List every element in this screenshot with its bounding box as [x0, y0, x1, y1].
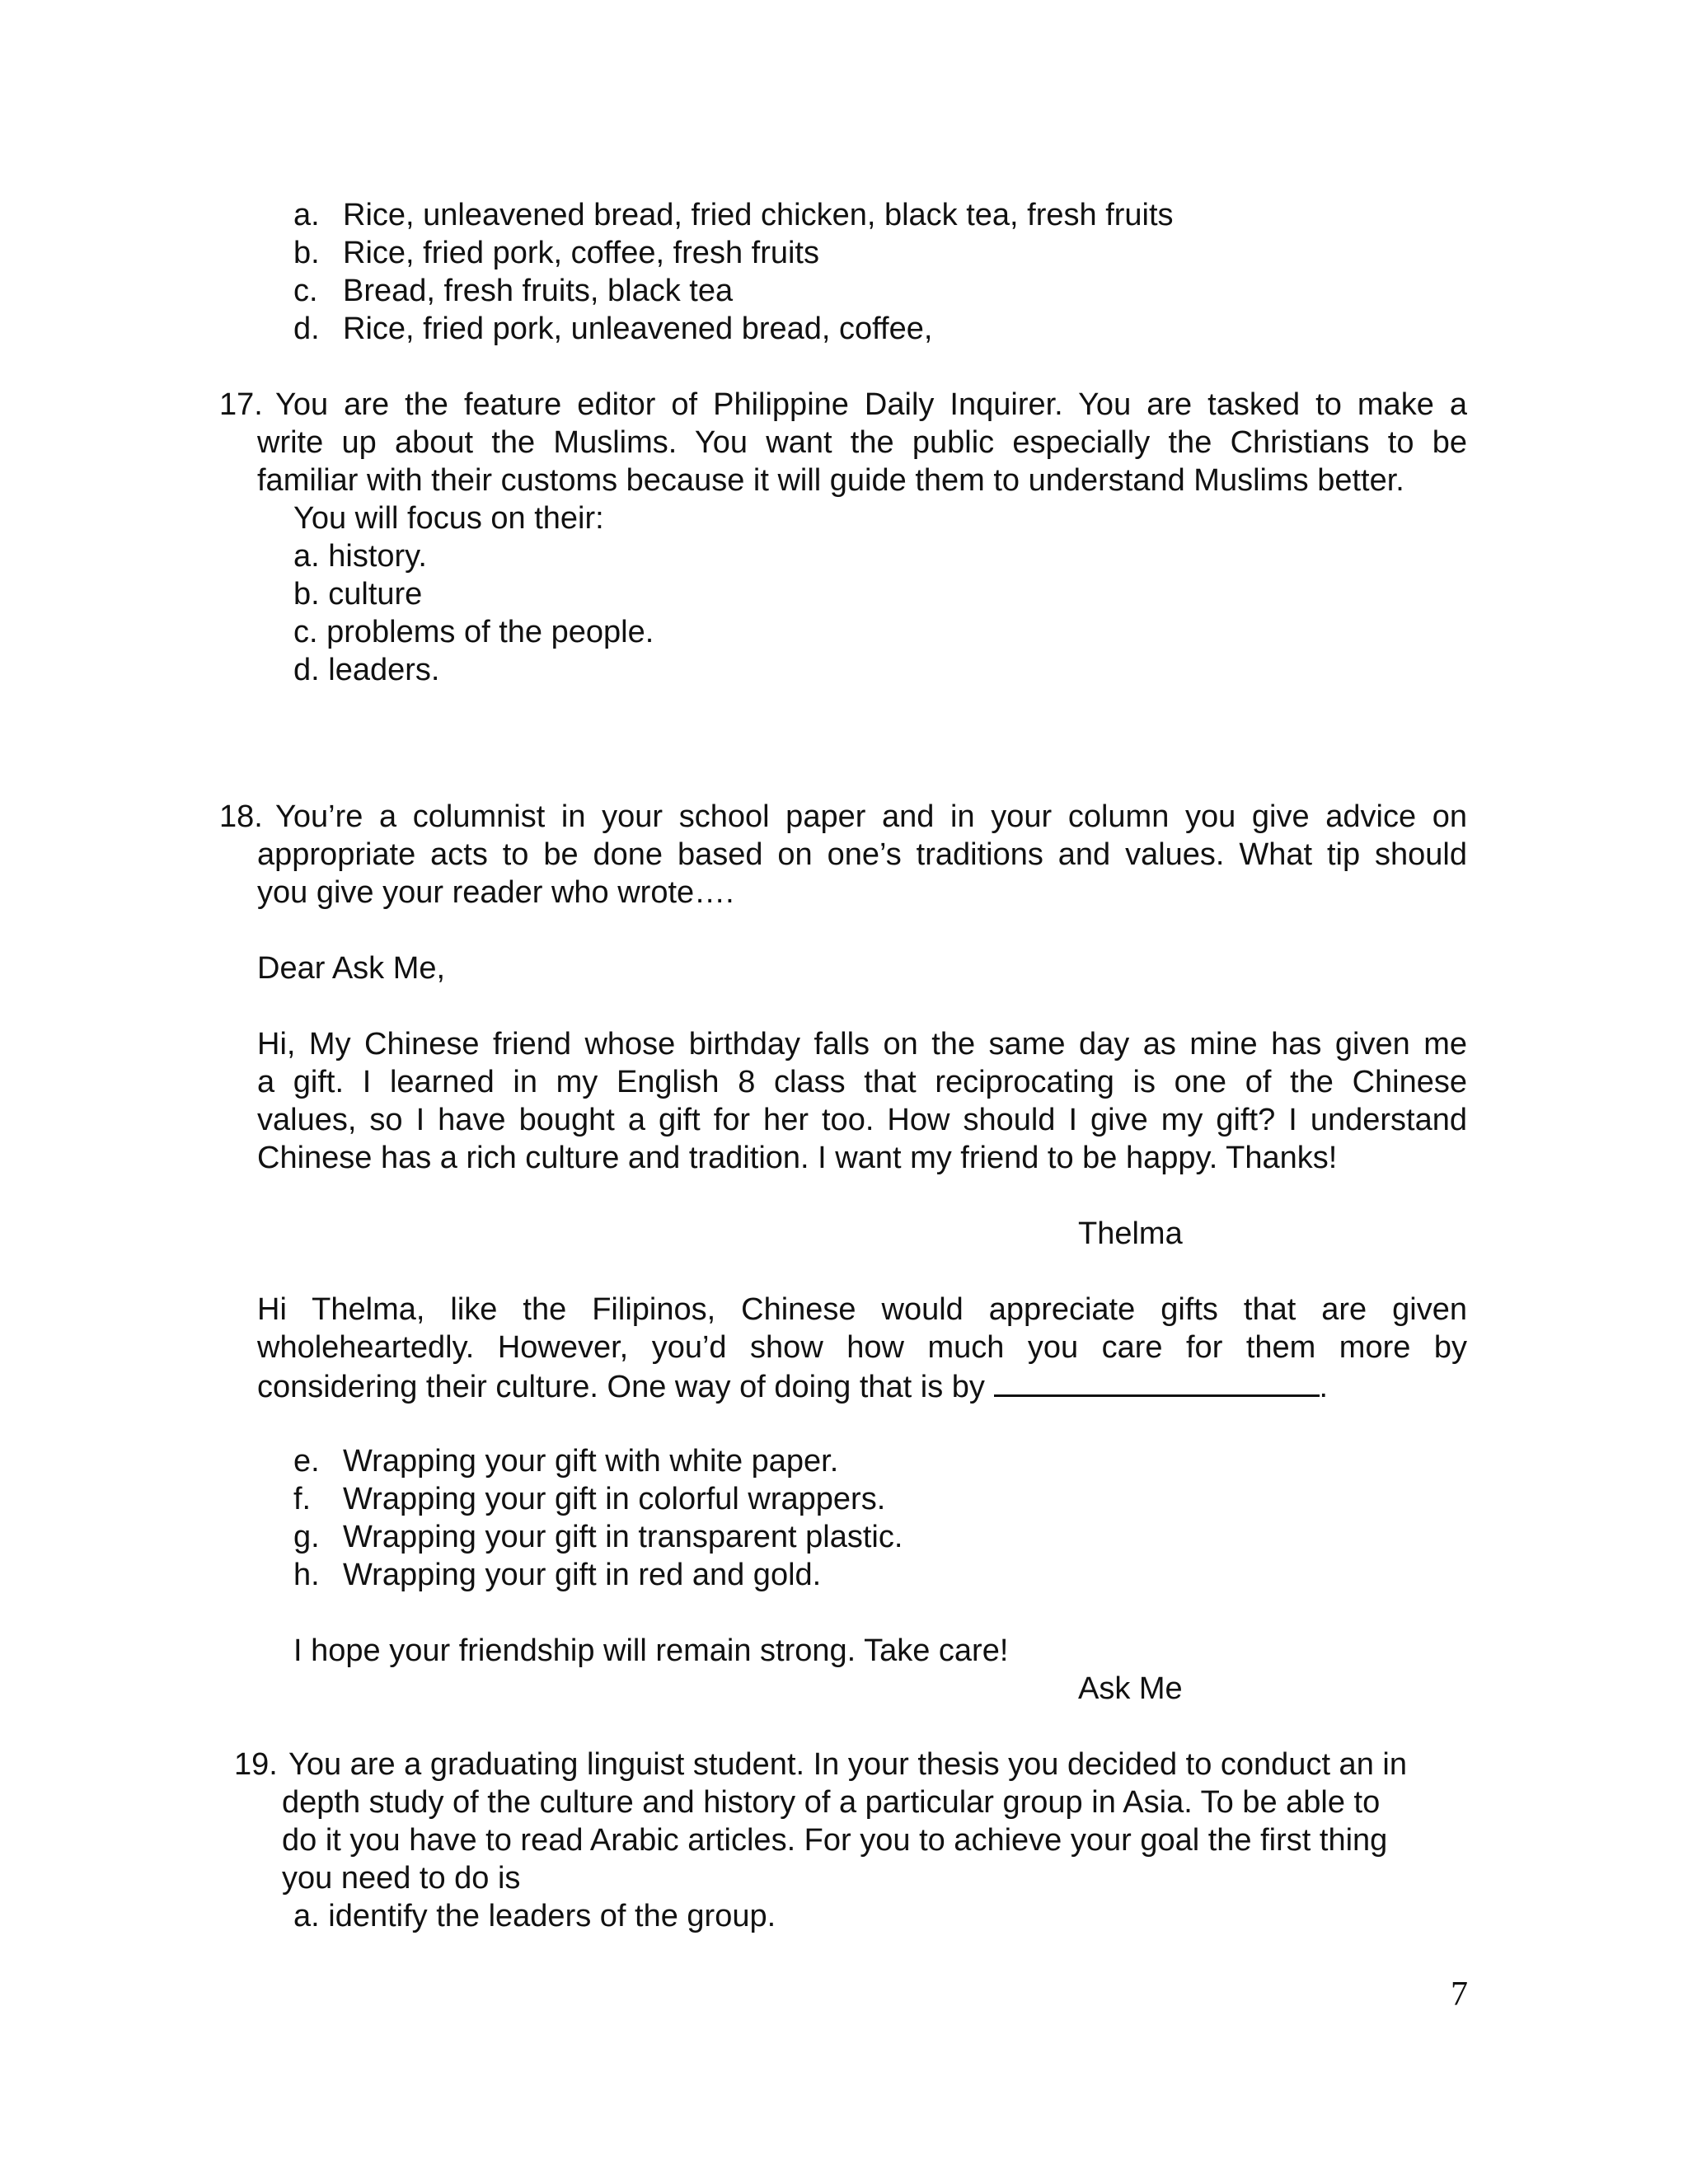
- q17-option-b: b. culture: [293, 577, 423, 612]
- q18-option-e: [293, 1442, 838, 1480]
- option-text: Wrapping your gift in colorful wrappers.: [343, 1482, 886, 1516]
- q17-option-c: c. problems of the people.: [293, 615, 654, 649]
- option-text: Rice, fried pork, unleavened bread, coffee,: [343, 312, 933, 346]
- letter-line-1: Hi, My Chinese friend whose birthday falls on the same day as mine has given me: [257, 1027, 1467, 1062]
- q17-line-3: familiar with their customs because it will guide them to understand Muslims better.: [257, 463, 1404, 498]
- option-letter: a.: [293, 198, 320, 232]
- q16-option-d: [293, 310, 932, 348]
- q17-option-a: a. history.: [293, 539, 427, 574]
- letter-signature: Thelma: [1078, 1216, 1183, 1251]
- q16-option-b: [293, 234, 819, 272]
- q16-option-a: [293, 196, 1174, 234]
- q19-line-2: depth study of the culture and history of a particular group in Asia. To be able to: [282, 1785, 1381, 1820]
- reply-closing: I hope your friendship will remain strong. Take care!: [293, 1633, 1009, 1668]
- q18-option-g: [293, 1518, 903, 1556]
- q17-number: 17.: [219, 387, 263, 422]
- reply-line-1: Hi Thelma, like the Filipinos, Chinese would appreciate gifts that are given: [257, 1292, 1467, 1327]
- letter-line-3: values, so I have bought a gift for her too. How should I give my gift? I understand: [257, 1103, 1467, 1137]
- q17-prompt: You will focus on their:: [293, 501, 604, 536]
- option-text: Wrapping your gift with white paper.: [343, 1444, 839, 1479]
- option-letter: e.: [293, 1444, 320, 1479]
- q17-option-d: d. leaders.: [293, 653, 440, 687]
- option-text: Rice, unleavened bread, fried chicken, black tea, fresh fruits: [343, 198, 1174, 232]
- q18-number: 18.: [219, 799, 263, 834]
- q19-line-1: You are a graduating linguist student. In your thesis you decided to conduct an in: [288, 1747, 1407, 1782]
- letter-line-2: a gift. I learned in my English 8 class that reciprocating is one of the Chinese: [257, 1065, 1467, 1099]
- q16-option-c: [293, 272, 733, 310]
- option-letter: b.: [293, 236, 320, 270]
- option-text: Wrapping your gift in transparent plastic.: [343, 1520, 903, 1554]
- letter-line-4: Chinese has a rich culture and tradition. I want my friend to be happy. Thanks!: [257, 1141, 1338, 1175]
- option-text: Rice, fried pork, coffee, fresh fruits: [343, 236, 819, 270]
- q18-line-1: You’re a columnist in your school paper and in your column you give advice on: [275, 799, 1467, 834]
- option-letter: h.: [293, 1558, 320, 1592]
- q19-option-a: a. identify the leaders of the group.: [293, 1899, 776, 1933]
- reply-signature: Ask Me: [1078, 1671, 1183, 1706]
- option-text: Wrapping your gift in red and gold.: [343, 1558, 822, 1592]
- q19-line-4: you need to do is: [282, 1861, 521, 1896]
- reply-line-3-text: considering their culture. One way of doing that is by: [257, 1370, 985, 1404]
- q18-option-h: [293, 1556, 821, 1594]
- reply-end: .: [1319, 1370, 1329, 1404]
- page-number: 7: [1451, 1975, 1468, 2013]
- answer-blank: [994, 1366, 1320, 1397]
- q17-line-1: You are the feature editor of Philippine Daily Inquirer. You are tasked to make a: [275, 387, 1467, 422]
- q19-number: 19.: [234, 1747, 278, 1782]
- option-letter: g.: [293, 1520, 320, 1554]
- reply-line-2: wholeheartedly. However, you’d show how much you care for them more by: [257, 1330, 1467, 1365]
- option-letter: d.: [293, 312, 320, 346]
- option-letter: f.: [293, 1482, 312, 1516]
- q17-line-2: write up about the Muslims. You want the public especially the Christians to be: [257, 425, 1467, 460]
- letter-salutation: Dear Ask Me,: [257, 951, 446, 986]
- q18-option-f: [293, 1480, 885, 1518]
- option-text: Bread, fresh fruits, black tea: [343, 274, 734, 308]
- q19-line-3: do it you have to read Arabic articles. For you to achieve your goal the first thing: [282, 1823, 1388, 1858]
- q18-line-3: you give your reader who wrote….: [257, 875, 734, 910]
- q18-line-2: appropriate acts to be done based on one’s traditions and values. What tip should: [257, 837, 1467, 872]
- reply-line-3: [257, 1366, 1328, 1406]
- option-letter: c.: [293, 274, 318, 308]
